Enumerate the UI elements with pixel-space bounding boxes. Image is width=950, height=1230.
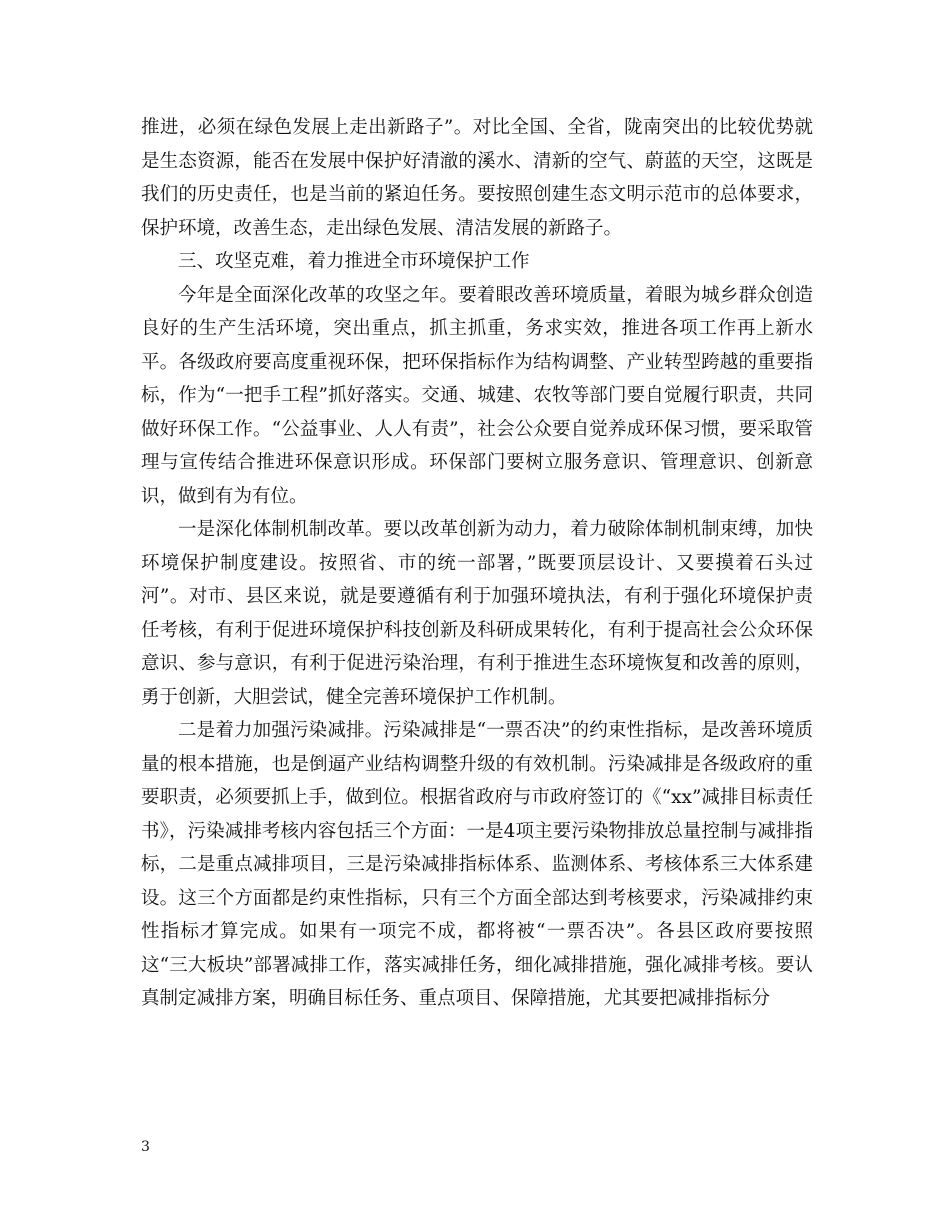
paragraph-overview: 今年是全面深化改革的攻坚之年。要着眼改善环境质量，着眼为城乡群众创造良好的生产生活环境，突出重点，抓主抓重，务求实效，推进各项工作再上新水平。各级政府要高度重视环保，把环保指标作为结构调整、产业转型跨越的重要指标，作为“一把手工程”抓好落实。交通、城建、农牧等部门要自觉履行职责，共同做好环保工作。“公益事业、人人有责”，社会公众要自觉养成环保习惯，要采取管理与宣传结合推进环保意识形成。环保部门要树立服务意识、管理意识、创新意识，做到有为有位。 (141, 284, 813, 507)
page-number: 3 (141, 1139, 150, 1155)
paragraph-continuation: 推进，必须在绿色发展上走出新路子”。对比全国、全省，陇南突出的比较优势就是生态资源，能否在发展中保护好清澈的溪水、清新的空气、蔚蓝的天空，这既是我们的历史责任，也是当前的紧迫任务。要按照创建生态文明示范市的总体要求，保护环境，改善生态，走出绿色发展、清洁发展的新路子。 (141, 117, 813, 239)
document-body (141, 111, 813, 1016)
section-heading: 三、攻坚克难，着力推进全市环境保护工作 (178, 251, 530, 272)
paragraph-emission-reduction: 二是着力加强污染减排。污染减排是“一票否决”的约束性指标，是改善环境质量的根本措施，也是倒逼产业结构调整升级的有效机制。污染减排是各级政府的重要职责，必须要抓上手，做到位。根据省政府与市政府签订的《“xx”减排目标责任书》，污染减排考核内容包括三个方面：一是4项主要污染物排放总量控制与减排指标，二是重点减排项目，三是污染减排指标体系、监测体系、考核体系三大体系建设。这三个方面都是约束性指标，只有三个方面全部达到考核要求，污染减排约束性指标才算完成。如果有一项完不成，都将被“一票否决”。各县区政府要按照这“三大板块”部署减排工作，落实减排任务，细化减排措施，强化减排考核。要认真制定减排方案，明确目标任务、重点项目、保障措施，尤其要把减排指标分 (141, 720, 813, 1009)
paragraph-reform: 一是深化体制机制改革。要以改革创新为动力，着力破除体制机制束缚，加快环境保护制度建设。按照省、市的统一部署，”既要顶层设计、又要摸着石头过河”。对市、县区来说，就是要遵循有利于加强环境执法，有利于强化环境保护责任考核，有利于促进环境保护科技创新及科研成果转化，有利于提高社会公众环保意识、参与意识，有利于促进污染治理，有利于推进生态环境恢复和改善的原则，勇于创新，大胆尝试，健全完善环境保护工作机制。 (141, 519, 813, 708)
